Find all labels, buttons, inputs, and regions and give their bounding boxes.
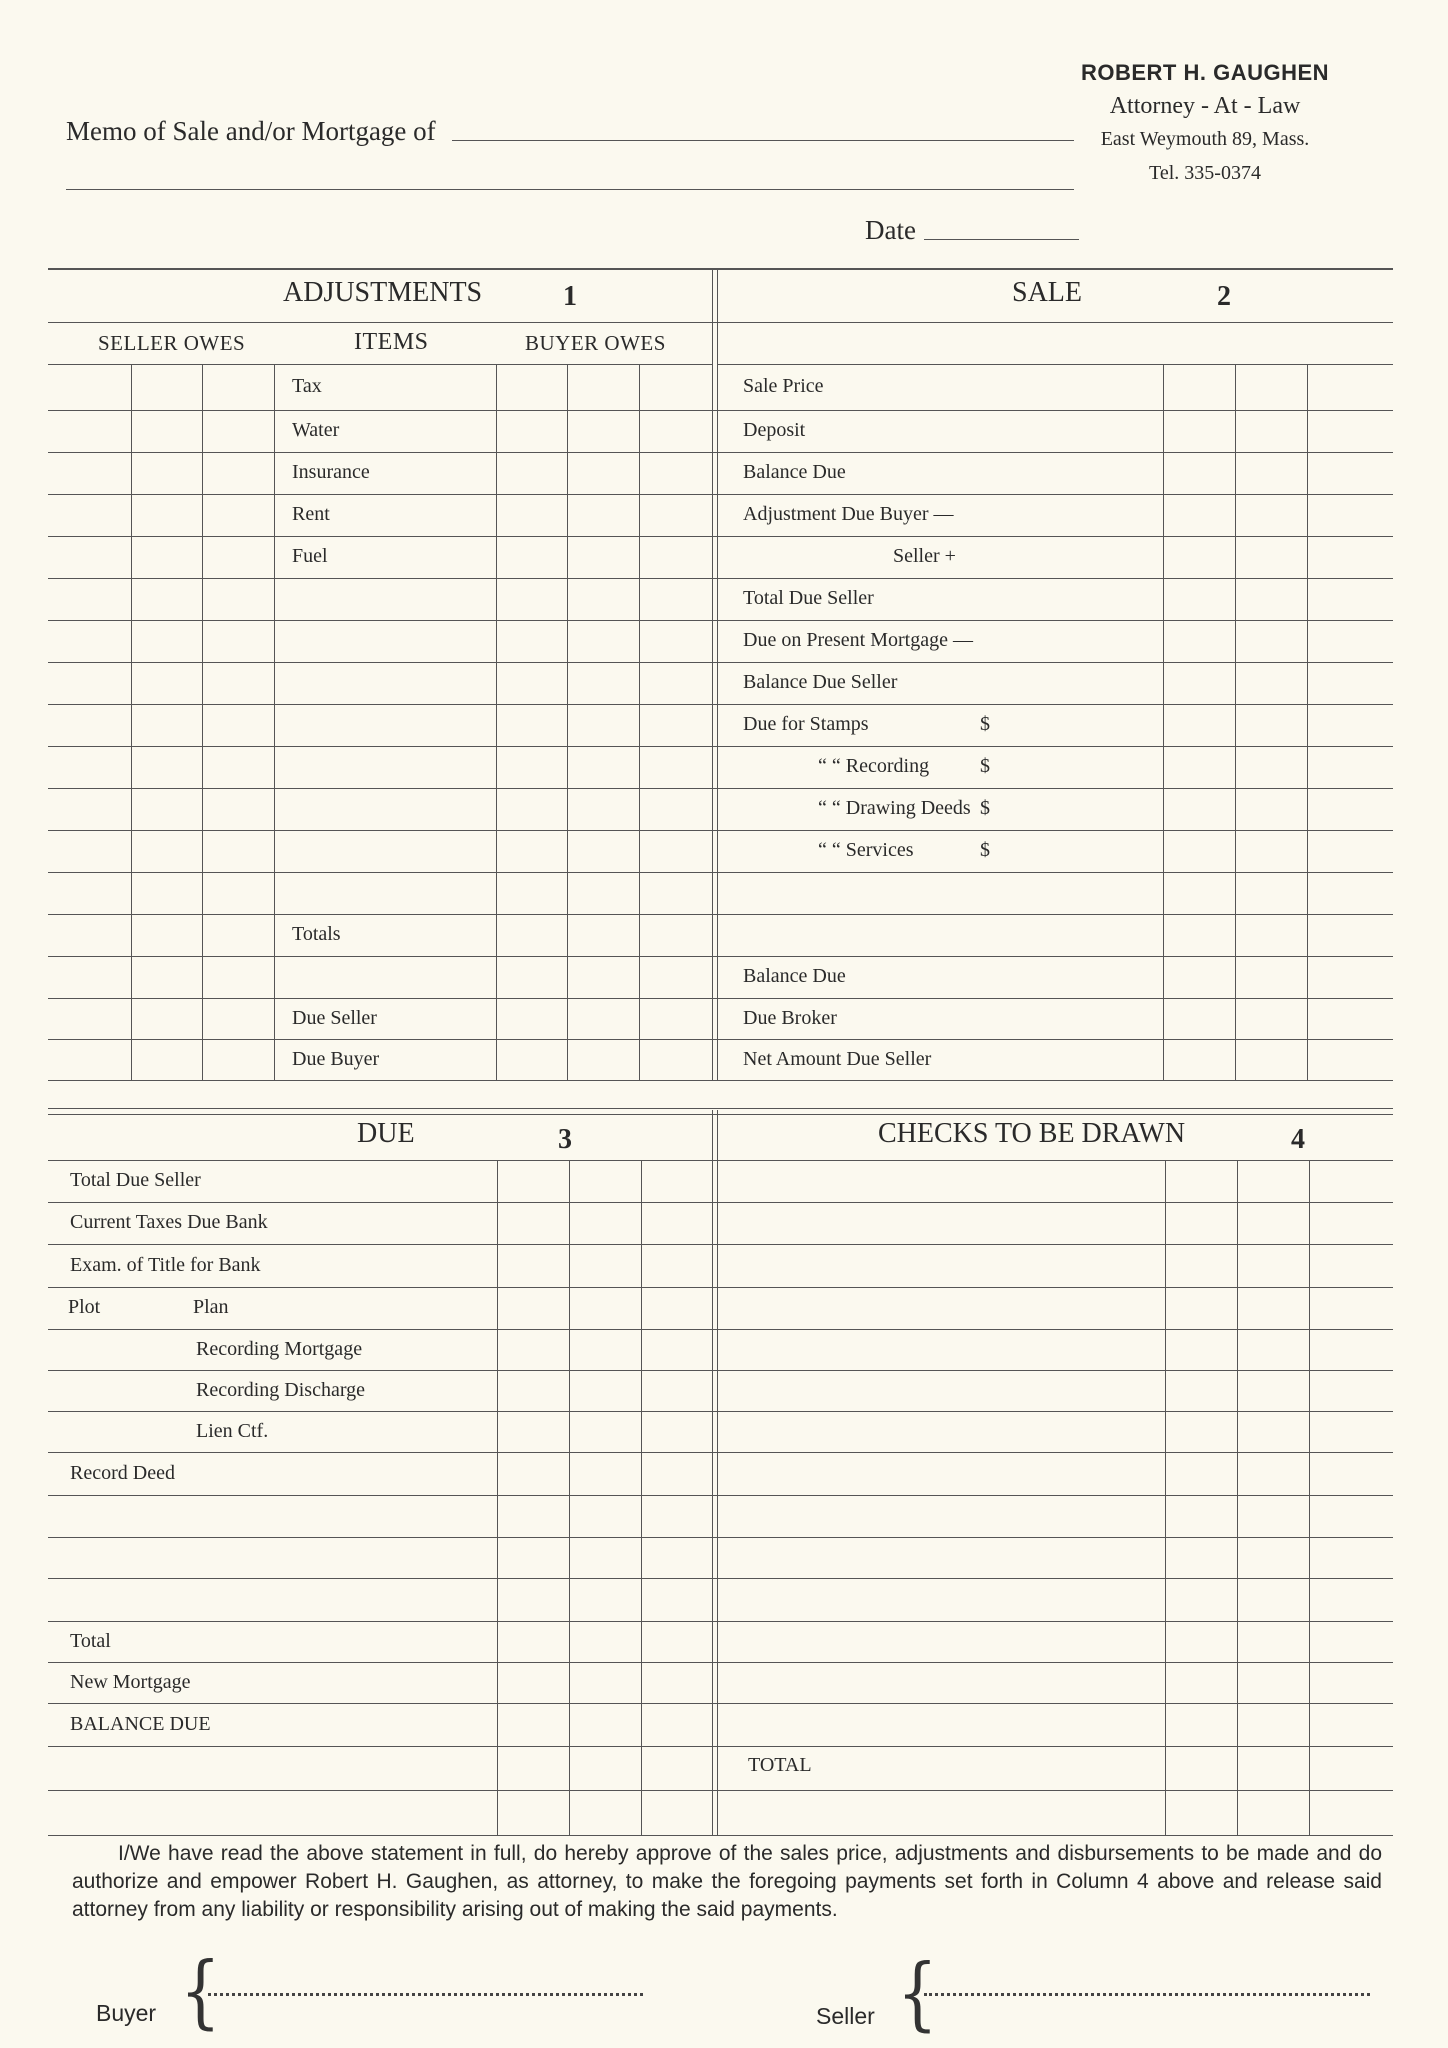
sale-item-label: Due on Present Mortgage — <box>743 629 973 651</box>
memo-line-1[interactable] <box>452 140 1074 141</box>
sale-amount-cell[interactable] <box>1163 998 1393 1039</box>
buyer-owes-cell[interactable] <box>496 620 712 662</box>
due-item-label: Record Deed <box>70 1461 175 1484</box>
due-amount-cell[interactable] <box>497 1287 712 1329</box>
sale-item-label: Due for Stamps <box>743 713 869 735</box>
firm-address: East Weymouth 89, Mass. <box>1100 128 1310 150</box>
buyer-owes-cell[interactable] <box>496 830 712 872</box>
due-amount-cell[interactable] <box>497 1329 712 1370</box>
sale-amount-cell[interactable] <box>1163 620 1393 662</box>
seller-owes-cell[interactable] <box>48 704 131 746</box>
buyer-brace-icon: { <box>180 1945 221 2039</box>
due-item-label: Total Due Seller <box>70 1169 201 1191</box>
seller-owes-cell[interactable] <box>48 364 131 410</box>
check-payee-cell[interactable] <box>717 1746 1393 1790</box>
checks-title: CHECKS TO BE DRAWN <box>878 1118 1186 1149</box>
date-line[interactable] <box>924 239 1079 240</box>
check-payee-cell[interactable] <box>717 1287 1393 1329</box>
sale-amount-cell[interactable] <box>1163 830 1393 872</box>
buyer-owes-cell[interactable] <box>496 704 712 746</box>
sale-item-label: Due Broker <box>743 1006 837 1029</box>
due-amount-cell[interactable] <box>497 1703 712 1746</box>
buyer-owes-cell[interactable] <box>496 662 712 704</box>
check-payee-cell[interactable] <box>717 1495 1393 1537</box>
adjustment-amount-column <box>274 364 275 1080</box>
sale-amount-cell[interactable] <box>1163 536 1393 578</box>
checks-total-label: TOTAL <box>748 1754 812 1776</box>
bottom-row-rule <box>48 1835 1393 1836</box>
due-item-label: Plot <box>68 1296 101 1318</box>
adjustment-item-label: Tax <box>292 375 322 397</box>
top-row-rule <box>48 1080 1393 1081</box>
buyer-owes-cell[interactable] <box>496 788 712 830</box>
due-amount-cell[interactable] <box>497 1495 712 1537</box>
memo-label: Memo of Sale and/or Mortgage of <box>66 116 436 146</box>
buyer-owes-cell[interactable] <box>496 494 712 536</box>
adjustment-amount-column <box>131 364 132 1080</box>
adjustment-item-label: Fuel <box>292 545 328 567</box>
top-border <box>48 268 1393 270</box>
seller-owes-cell[interactable] <box>48 1039 131 1080</box>
sale-amount-cell[interactable] <box>1163 956 1393 998</box>
due-sub-item-label: Recording Mortgage <box>196 1337 363 1360</box>
seller-owes-cell[interactable] <box>48 914 131 956</box>
adjustment-amount-column <box>202 364 203 1080</box>
buyer-owes-cell[interactable] <box>496 998 712 1039</box>
seller-owes-cell[interactable] <box>48 956 131 998</box>
sale-title: SALE <box>1012 277 1082 308</box>
sale-number: 2 <box>1217 281 1231 312</box>
seller-label: Seller <box>816 2003 875 2029</box>
seller-owes-cell[interactable] <box>48 662 131 704</box>
check-payee-cell[interactable] <box>717 1662 1393 1703</box>
due-sub-item-label: Plan <box>193 1296 229 1318</box>
sale-amount-cell[interactable] <box>1163 872 1393 914</box>
due-amount-cell[interactable] <box>497 1537 712 1578</box>
seller-owes-cell[interactable] <box>48 410 131 452</box>
seller-brace-icon: { <box>897 1947 938 2041</box>
check-payee-cell[interactable] <box>717 1370 1393 1411</box>
date-label: Date <box>865 215 916 245</box>
sale-item-label: “ “ Drawing Deeds <box>818 797 971 819</box>
check-payee-cell[interactable] <box>717 1537 1393 1578</box>
check-payee-cell[interactable] <box>717 1452 1393 1495</box>
sale-item-label: Balance Due Seller <box>743 671 898 693</box>
due-item-label: Total <box>70 1629 111 1652</box>
due-item-label: Exam. of Title for Bank <box>70 1253 261 1276</box>
buyer-owes-cell[interactable] <box>496 1039 712 1080</box>
check-payee-cell[interactable] <box>717 1621 1393 1662</box>
due-amount-cell[interactable] <box>497 1578 712 1621</box>
approval-statement: I/We have read the above statement in full, do hereby approve of the sales price, adjustments and disbursements to be made and do authorize and empower Robert H. Gaughen, as attorney, to make the foregoing payments set forth in Column 4 above and release said attorney from any liability or responsibility arising out of making the said payments. <box>72 1842 1382 1921</box>
buyer-owes-cell[interactable] <box>496 452 712 494</box>
seller-owes-header: SELLER OWES <box>98 331 246 355</box>
due-title: DUE <box>357 1118 415 1149</box>
adjustment-item-label: Water <box>292 419 340 441</box>
due-amount-cell[interactable] <box>497 1370 712 1411</box>
buyer-owes-cell[interactable] <box>496 536 712 578</box>
sale-amount-cell[interactable] <box>1163 452 1393 494</box>
due-amount-cell[interactable] <box>497 1244 712 1287</box>
sale-item-label: Deposit <box>743 419 806 441</box>
buyer-signature-line[interactable] <box>208 1993 643 1996</box>
sale-item-label: Balance Due <box>743 461 846 483</box>
due-number: 3 <box>558 1124 572 1155</box>
seller-signature-line[interactable] <box>924 1993 1370 1996</box>
buyer-label: Buyer <box>96 2000 157 2026</box>
adjustment-item-label: Rent <box>292 503 330 525</box>
divider-right <box>717 268 718 1080</box>
sale-item-label: Balance Due <box>743 965 846 987</box>
due-item-label: Current Taxes Due Bank <box>70 1211 268 1233</box>
seller-owes-cell[interactable] <box>48 620 131 662</box>
dollar-sign: $ <box>980 797 990 819</box>
buyer-owes-cell[interactable] <box>496 956 712 998</box>
seller-owes-cell[interactable] <box>48 788 131 830</box>
firm-name: ROBERT H. GAUGHEN <box>1080 60 1330 85</box>
check-payee-cell[interactable] <box>717 1578 1393 1621</box>
sale-amount-cell[interactable] <box>1163 494 1393 536</box>
due-amount-cell[interactable] <box>497 1790 712 1835</box>
memo-line-2[interactable] <box>66 189 1074 190</box>
adjustments-title: ADJUSTMENTS <box>283 277 483 308</box>
sale-amount-cell[interactable] <box>1163 364 1393 410</box>
check-payee-cell[interactable] <box>717 1703 1393 1746</box>
seller-owes-cell[interactable] <box>48 452 131 494</box>
sale-item-label: Adjustment Due Buyer — <box>743 503 954 525</box>
bottom-divider-left <box>712 1110 713 1835</box>
check-payee-cell[interactable] <box>717 1411 1393 1452</box>
buyer-owes-cell[interactable] <box>496 578 712 620</box>
due-amount-cell[interactable] <box>497 1160 712 1202</box>
due-item-label: BALANCE DUE <box>70 1712 211 1735</box>
due-sub-item-label: Lien Ctf. <box>196 1419 269 1442</box>
sale-item-label: Seller + <box>893 545 956 567</box>
seller-owes-cell[interactable] <box>48 494 131 536</box>
divider-left <box>712 268 713 1080</box>
bottom-top-border <box>48 1108 1393 1109</box>
dollar-sign: $ <box>980 755 990 777</box>
due-amount-cell[interactable] <box>497 1746 712 1790</box>
seller-owes-cell[interactable] <box>48 536 131 578</box>
sale-amount-cell[interactable] <box>1163 1039 1393 1080</box>
sale-amount-cell[interactable] <box>1163 704 1393 746</box>
check-payee-cell[interactable] <box>717 1329 1393 1370</box>
sale-amount-cell[interactable] <box>1163 410 1393 452</box>
adjustment-item-label: Insurance <box>292 461 370 483</box>
due-amount-cell[interactable] <box>497 1662 712 1703</box>
check-payee-cell[interactable] <box>717 1160 1393 1202</box>
sale-amount-cell[interactable] <box>1163 914 1393 956</box>
due-amount-cell[interactable] <box>497 1411 712 1452</box>
adjustment-item-label: Due Seller <box>292 1006 377 1029</box>
buyer-owes-cell[interactable] <box>496 746 712 788</box>
checks-number: 4 <box>1291 1124 1305 1155</box>
section-header-rule <box>48 322 1393 323</box>
sale-item-label: “ “ Services <box>818 839 914 861</box>
dollar-sign: $ <box>980 713 990 735</box>
sale-item-label: Net Amount Due Seller <box>743 1047 932 1070</box>
due-amount-cell[interactable] <box>497 1621 712 1662</box>
sale-amount-cell[interactable] <box>1163 746 1393 788</box>
check-payee-cell[interactable] <box>717 1202 1393 1244</box>
buyer-owes-cell[interactable] <box>496 364 712 410</box>
firm-title: Attorney - At - Law <box>1109 93 1301 119</box>
seller-owes-cell[interactable] <box>48 746 131 788</box>
buyer-owes-header: BUYER OWES <box>525 331 666 355</box>
sale-item-label: Total Due Seller <box>743 587 874 609</box>
adjustment-item-label: Due Buyer <box>292 1047 380 1070</box>
seller-owes-cell[interactable] <box>48 872 131 914</box>
bottom-top-border-2 <box>48 1114 1393 1115</box>
firm-phone: Tel. 335-0374 <box>1149 162 1261 184</box>
adjustment-item-label: Totals <box>292 923 341 945</box>
items-header: ITEMS <box>354 329 429 355</box>
sale-item-label: Sale Price <box>743 375 824 397</box>
dollar-sign: $ <box>980 839 990 861</box>
seller-owes-cell[interactable] <box>48 830 131 872</box>
buyer-owes-cell[interactable] <box>496 872 712 914</box>
sale-amount-cell[interactable] <box>1163 578 1393 620</box>
due-amount-cell[interactable] <box>497 1202 712 1244</box>
sale-amount-cell[interactable] <box>1163 788 1393 830</box>
seller-owes-cell[interactable] <box>48 998 131 1039</box>
adjustments-number: 1 <box>563 281 577 312</box>
buyer-owes-cell[interactable] <box>496 410 712 452</box>
due-item-label: New Mortgage <box>70 1670 191 1693</box>
due-sub-item-label: Recording Discharge <box>196 1378 366 1401</box>
due-amount-cell[interactable] <box>497 1452 712 1495</box>
buyer-owes-cell[interactable] <box>496 914 712 956</box>
sale-item-label: “ “ Recording <box>818 755 930 777</box>
seller-owes-cell[interactable] <box>48 578 131 620</box>
sale-amount-cell[interactable] <box>1163 662 1393 704</box>
check-payee-cell[interactable] <box>717 1244 1393 1287</box>
check-payee-cell[interactable] <box>717 1790 1393 1835</box>
